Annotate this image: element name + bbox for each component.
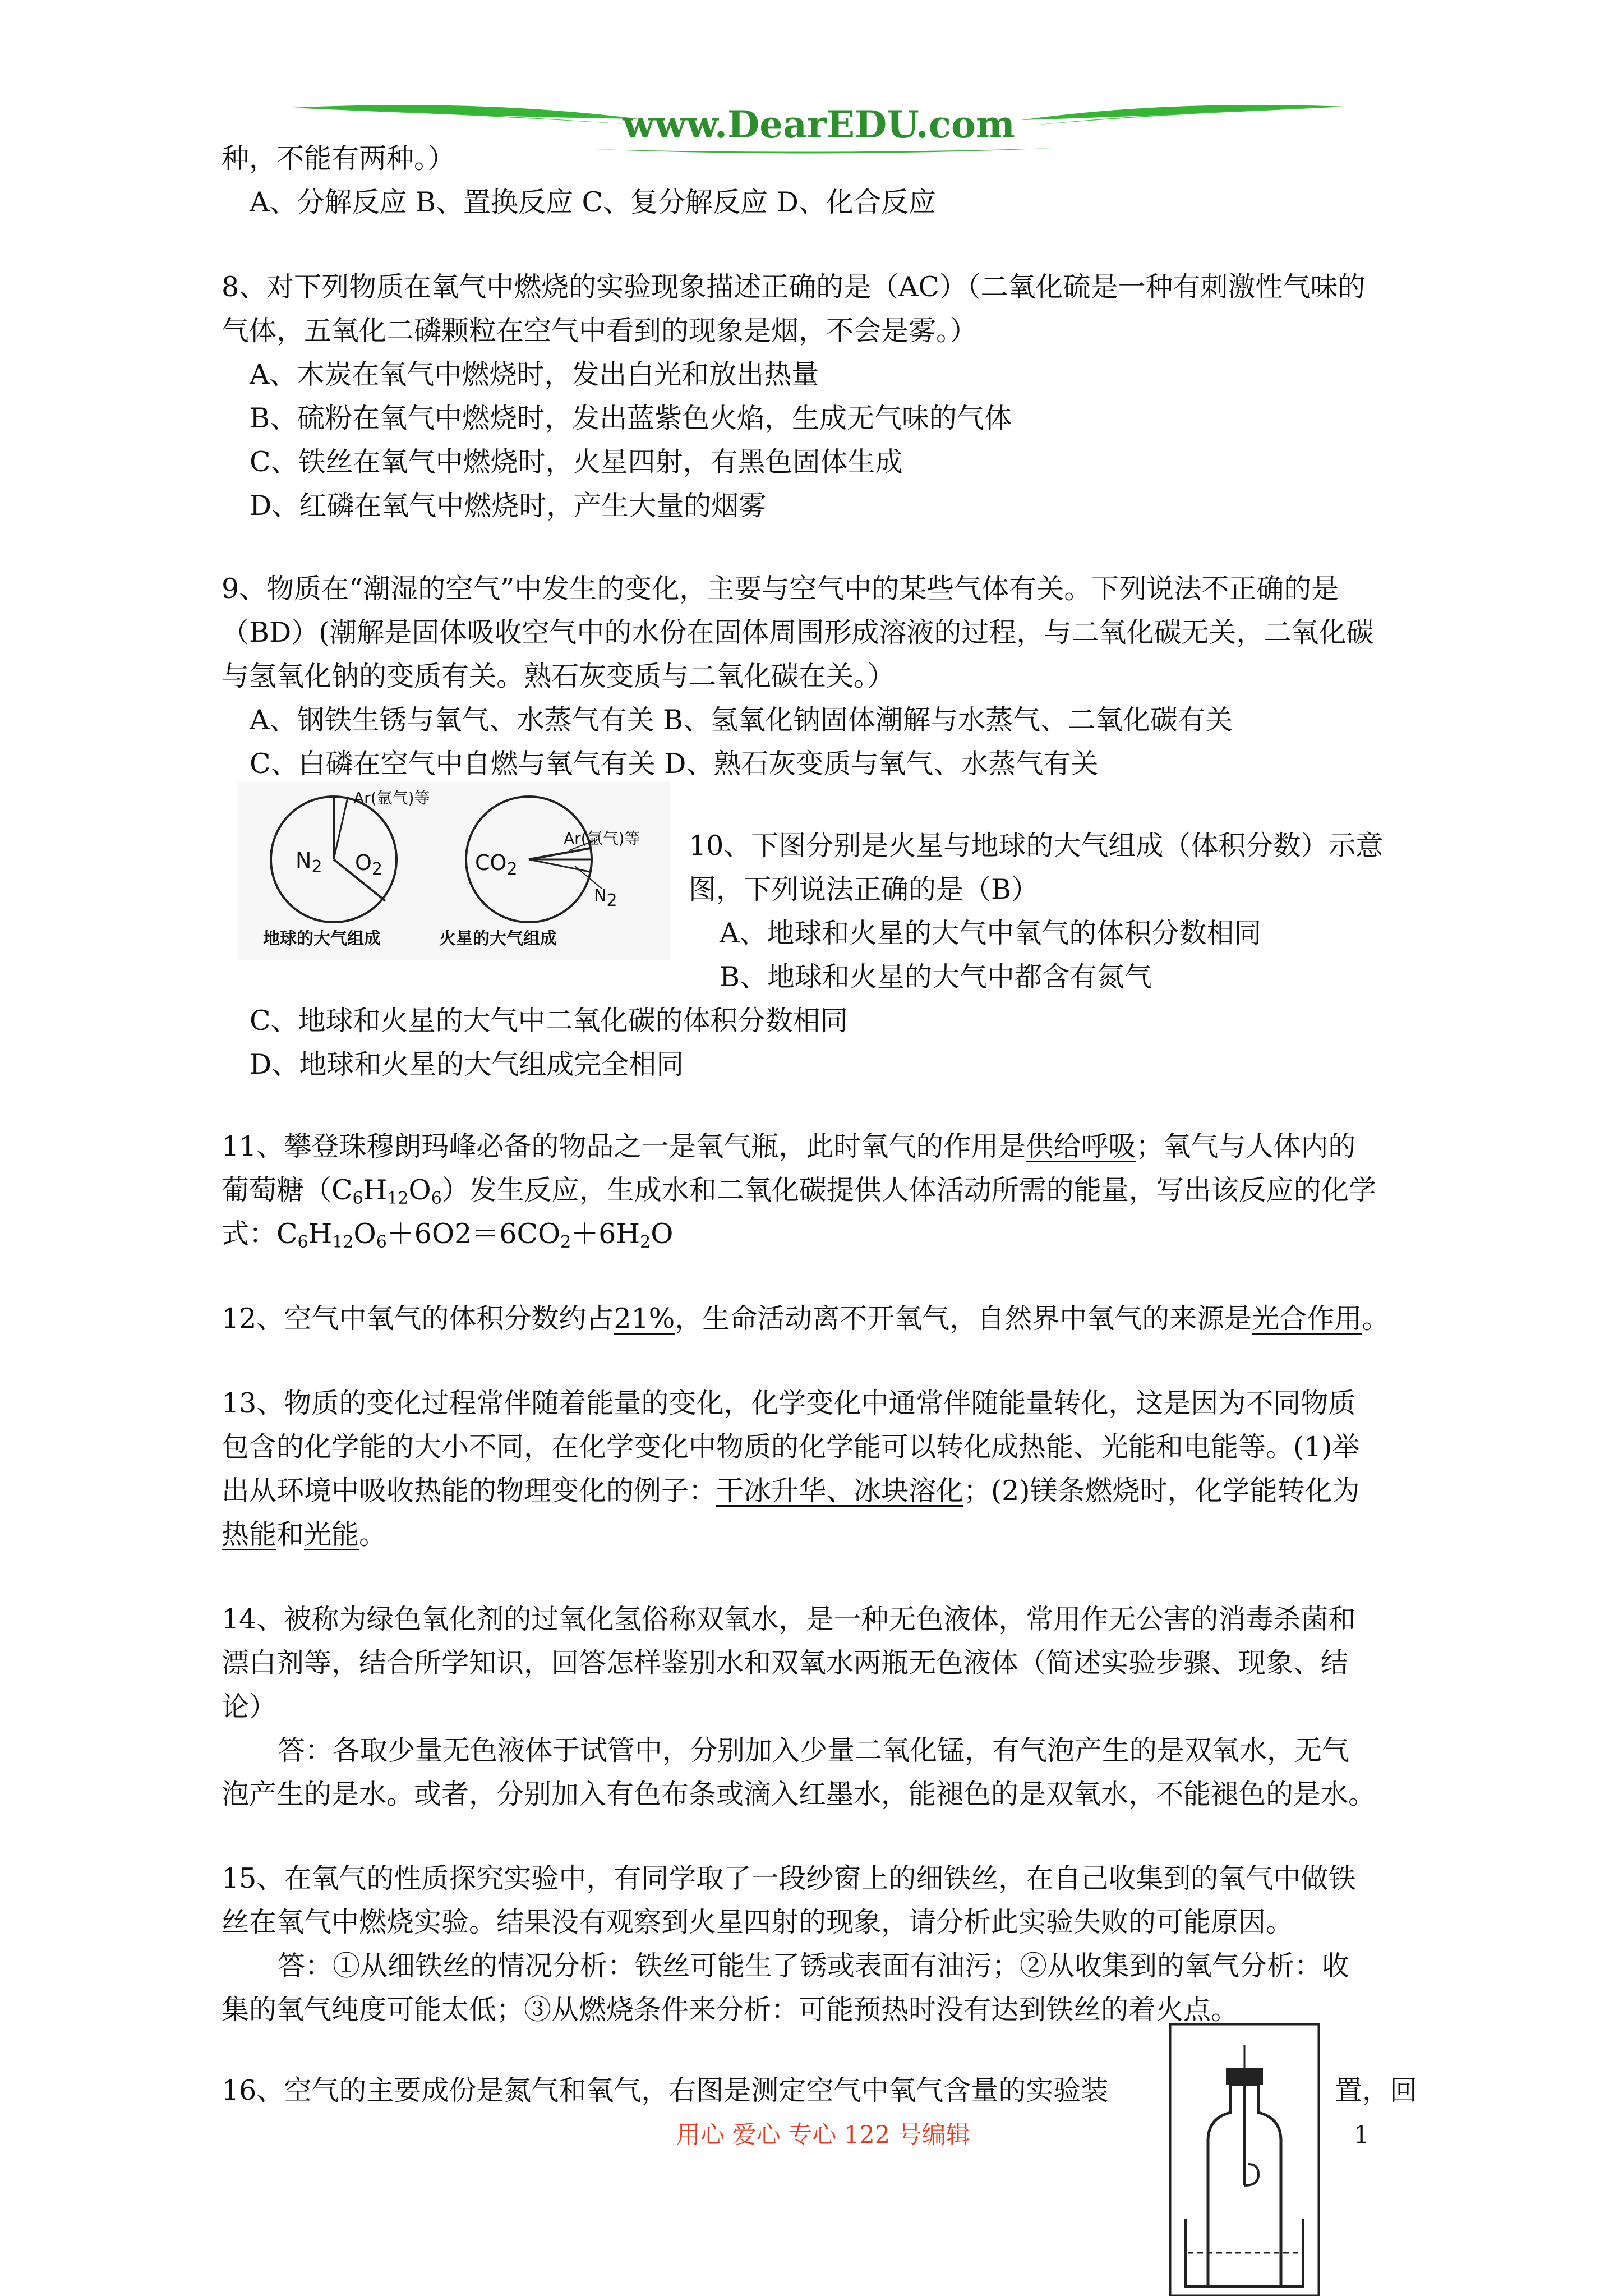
q10-stem: 10、下图分别是火星与地球的大气组成（体积分数）示意 — [689, 830, 1384, 862]
atmosphere-pie-figure — [238, 782, 670, 960]
q8-option-d: D、红磷在氧气中燃烧时，产生大量的烟雾 — [250, 490, 767, 522]
answer-blank: 供给呼吸 — [1026, 1130, 1136, 1162]
q9-options-cd: C、白磷在空气中自燃与氧气有关 D、熟石灰变质与氧气、水蒸气有关 — [250, 748, 1099, 780]
text: O — [408, 1174, 431, 1206]
mars-caption: 火星的大气组成 — [439, 929, 557, 949]
text-line: 种，不能有两种。） — [222, 142, 455, 174]
subscript: 6 — [431, 1189, 442, 1208]
q10-stem: 图，下列说法正确的是（B） — [689, 873, 1039, 905]
text: ；氧气与人体内的 — [1136, 1130, 1356, 1162]
subscript: 12 — [387, 1189, 409, 1208]
earth-n2-label: N — [296, 848, 312, 873]
sub-2: 2 — [371, 859, 383, 879]
oxygen-apparatus-figure — [1169, 2023, 1320, 2296]
answer-blank: 光合作用 — [1252, 1303, 1362, 1335]
text: 和 — [276, 1519, 305, 1550]
answer-blank: 干冰升华、冰块溶化 — [716, 1475, 964, 1507]
q9-options-ab: A、钢铁生锈与氧气、水蒸气有关 B、氢氧化钠固体潮解与水蒸气、二氧化碳有关 — [250, 704, 1233, 736]
text: ）发生反应，生成水和二氧化碳提供人体活动所需的能量，写出该反应的化学 — [441, 1174, 1376, 1206]
earth-o2-label: O — [355, 850, 372, 875]
text: H — [308, 1218, 333, 1250]
answer-blank: 21% — [614, 1303, 675, 1335]
q14-stem: 漂白剂等，结合所学知识，回答怎样鉴别水和双氧水两瓶无色液体（简述实验步骤、现象、结 — [222, 1647, 1349, 1679]
q9-stem: 9、物质在“潮湿的空气”中发生的变化，主要与空气中的某些气体有关。下列说法不正确的是 — [222, 573, 1339, 605]
text: 葡萄糖（C — [222, 1174, 353, 1206]
text: ＋6O2＝6CO — [386, 1218, 561, 1250]
text: O — [651, 1218, 674, 1250]
mars-co2-label: CO — [475, 850, 507, 875]
text: ，生命活动离不开氧气，自然界中氧气的来源是 — [675, 1303, 1252, 1335]
mars-ar-label: Ar(氩气)等 — [564, 829, 640, 848]
q13-line-4 — [222, 1513, 386, 1556]
text: 。 — [359, 1519, 387, 1550]
mars-n2-label: N — [594, 886, 607, 906]
text: 12、空气中氧气的体积分数约占 — [222, 1303, 614, 1335]
page-number: 1 — [1354, 2121, 1370, 2149]
subscript: 6 — [297, 1232, 308, 1252]
q8-option-c: C、铁丝在氧气中燃烧时，火星四射，有黑色固体生成 — [250, 446, 903, 478]
text: ；(2)镁条燃烧时，化学能转化为 — [963, 1475, 1360, 1507]
subscript: 12 — [332, 1232, 354, 1252]
q15-answer: 答：①从细铁丝的情况分析：铁丝可能生了锈或表面有油污；②从收集到的氧气分析：收 — [278, 1950, 1350, 1982]
q10-option-d: D、地球和火星的大气组成完全相同 — [250, 1048, 684, 1080]
q10-option-c: C、地球和火星的大气中二氧化碳的体积分数相同 — [250, 1005, 848, 1037]
site-logo-text: www.DearEDU.com — [623, 103, 1015, 146]
subscript: 2 — [640, 1232, 651, 1252]
text: ＋6H — [571, 1218, 640, 1250]
q11-line-1 — [222, 1125, 1355, 1168]
q9-stem: 与氢氧化钠的变质有关。熟石灰变质与二氧化碳在关。） — [222, 660, 895, 692]
sub-2: 2 — [311, 857, 322, 877]
q15-stem: 丝在氧气中燃烧实验。结果没有观察到火星四射的现象，请分析此实验失败的可能原因。 — [222, 1906, 1294, 1938]
q13-line-3 — [222, 1469, 1359, 1512]
q12-line — [222, 1297, 1389, 1340]
q10-option-b: B、地球和火星的大气中都含有氮气 — [720, 961, 1152, 993]
q9-stem: （BD）(潮解是固体吸收空气中的水份在固体周围形成溶液的过程，与二氧化碳无关，二氧化碳 — [222, 616, 1374, 648]
text: 出从环境中吸收热能的物理变化的例子： — [222, 1475, 717, 1507]
q11-line-2 — [222, 1168, 1376, 1212]
q14-stem: 14、被称为绿色氧化剂的过氧化氢俗称双氧水，是一种无色液体，常用作无公害的消毒杀菌和 — [222, 1603, 1356, 1635]
answer-blank: 热能 — [222, 1519, 277, 1550]
footer-text: 用心 爱心 专心 122 号编辑 — [676, 2121, 970, 2149]
earth-ar-label: Ar(氩气)等 — [353, 789, 430, 807]
q13-stem: 13、物质的变化过程常伴随着能量的变化，化学变化中通常伴随能量转化，这是因为不同物质 — [222, 1387, 1356, 1419]
text: 式：C — [222, 1218, 298, 1250]
subscript: 6 — [352, 1189, 363, 1208]
sub-2: 2 — [506, 859, 518, 879]
q8-stem: 8、对下列物质在氧气中燃烧的实验现象描述正确的是（AC）（二氧化硫是一种有刺激性气味的 — [222, 271, 1366, 303]
text: 11、攀登珠穆朗玛峰必备的物品之一是氧气瓶，此时氧气的作用是 — [222, 1130, 1026, 1162]
text: H — [363, 1174, 388, 1206]
answer-blank: 光能 — [304, 1519, 359, 1550]
subscript: 6 — [376, 1232, 387, 1252]
q13-stem: 包含的化学能的大小不同，在化学变化中物质的化学能可以转化成热能、光能和电能等。(1)举 — [222, 1431, 1360, 1463]
text: 。 — [1362, 1303, 1390, 1335]
q14-answer: 答：各取少量无色液体于试管中，分别加入少量二氧化锰，有气泡产生的是双氧水，无气 — [278, 1734, 1350, 1766]
text: O — [353, 1218, 376, 1250]
q11-line-3-formula — [222, 1212, 673, 1255]
earth-caption: 地球的大气组成 — [263, 929, 381, 949]
sub-2: 2 — [606, 891, 617, 910]
q15-answer: 集的氧气纯度可能太低；③从燃烧条件来分析：可能预热时没有达到铁丝的着火点。 — [222, 1994, 1239, 2026]
q10-option-a: A、地球和火星的大气中氧气的体积分数相同 — [720, 917, 1262, 949]
q14-answer: 泡产生的是水。或者，分别加入有色布条或滴入红墨水，能褪色的是双氧水，不能褪色的是水。 — [222, 1778, 1376, 1810]
q15-stem: 15、在氧气的性质探究实验中，有同学取了一段纱窗上的细铁丝，在自己收集到的氧气中做铁 — [222, 1862, 1356, 1894]
subscript: 2 — [560, 1232, 571, 1252]
q8-stem: 气体，五氧化二磷颗粒在空气中看到的现象是烟，不会是雾。） — [222, 315, 978, 347]
q14-stem: 论） — [222, 1691, 277, 1723]
q16-stem: 16、空气的主要成份是氮气和氧气，右图是测定空气中氧气含量的实验装 — [222, 2074, 1109, 2106]
q16-stem-end: 置，回 — [1335, 2074, 1418, 2106]
q8-option-a: A、木炭在氧气中燃烧时，发出白光和放出热量 — [250, 358, 819, 390]
q8-option-b: B、硫粉在氧气中燃烧时，发出蓝紫色火焰，生成无气味的气体 — [250, 402, 1012, 434]
q7-options: A、分解反应 B、置换反应 C、复分解反应 D、化合反应 — [250, 186, 936, 218]
